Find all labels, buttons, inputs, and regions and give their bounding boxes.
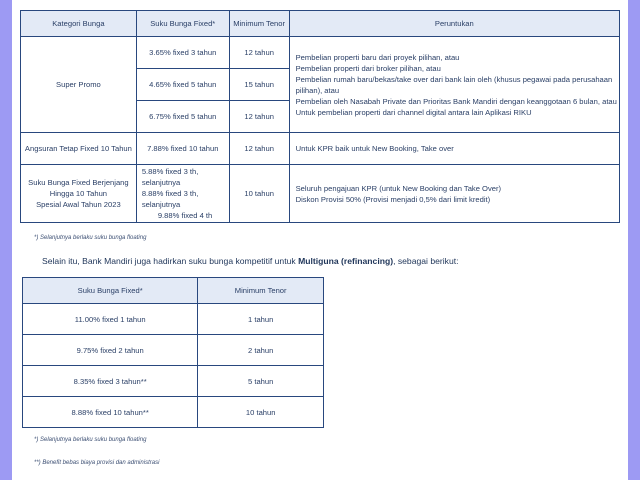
header-peruntukan: Peruntukan <box>289 11 619 37</box>
tenor-cell: 10 tahun <box>229 165 289 223</box>
tenor-cell: 2 tahun <box>198 335 324 366</box>
tenor-cell: 15 tahun <box>229 69 289 101</box>
rate-cell: 3.65% fixed 3 tahun <box>136 37 229 69</box>
intro-text-end: , sebagai berikut: <box>393 256 459 266</box>
purpose-line: Pembelian properti baru dari proyek pilihan, atau <box>295 52 460 62</box>
purpose-line: Diskon Provisi 50% (Provisi menjadi 0,5% dari limit kredit) <box>295 194 491 204</box>
footnote-benefit: **) Benefit bebas biaya provisi dan administrasi <box>34 460 160 466</box>
tenor-cell: 12 tahun <box>229 37 289 69</box>
rate-line: 9.88% fixed 4 th <box>157 211 213 220</box>
category-line: Suku Bunga Fixed Berjenjang <box>28 178 129 187</box>
rate-cell: 6.75% fixed 5 tahun <box>136 101 229 133</box>
category-super-promo: Super Promo <box>21 37 137 133</box>
tenor-cell: 12 tahun <box>229 101 289 133</box>
rate-cell <box>136 165 229 223</box>
table-row <box>21 165 620 223</box>
header-suku-bunga: Suku Bunga Fixed* <box>23 278 198 304</box>
header-kategori: Kategori Bunga <box>21 11 137 37</box>
header-minimum-tenor: Minimum Tenor <box>198 278 324 304</box>
purpose-line: Seluruh pengajuan KPR (untuk New Booking dan Take Over) <box>295 183 502 193</box>
table-row <box>23 304 324 335</box>
footnote-floating: *) Selanjutnya berlaku suku bunga floating <box>34 437 147 443</box>
tenor-cell: 5 tahun <box>198 366 324 397</box>
rate-cell: 8.35% fixed 3 tahun** <box>23 366 198 397</box>
category-berjenjang <box>21 165 137 223</box>
header-suku-bunga: Suku Bunga Fixed* <box>136 11 229 37</box>
purpose-line: Pembelian rumah baru/bekas/take over dari bank lain oleh (khusus pegawai pada perusahaan pilihan), atau <box>295 74 613 95</box>
rate-cell: 4.65% fixed 5 tahun <box>136 69 229 101</box>
rate-cell: 11.00% fixed 1 tahun <box>23 304 198 335</box>
category-line: Hingga 10 Tahun <box>49 189 108 198</box>
table-row <box>23 335 324 366</box>
purpose-cell <box>289 165 619 223</box>
table-row <box>23 366 324 397</box>
category-angsuran: Angsuran Tetap Fixed 10 Tahun <box>21 133 137 165</box>
purpose-cell: Untuk KPR baik untuk New Booking, Take over <box>289 133 619 165</box>
table-row <box>23 397 324 428</box>
tenor-cell: 10 tahun <box>198 397 324 428</box>
rate-cell: 9.75% fixed 2 tahun <box>23 335 198 366</box>
purpose-line: Untuk pembelian properti dari channel digital antara lain Aplikasi RIKU <box>295 107 532 117</box>
header-minimum-tenor: Minimum Tenor <box>229 11 289 37</box>
table-header-row <box>21 11 620 37</box>
purpose-line: Pembelian properti dari broker pilihan, atau <box>295 63 441 73</box>
tenor-cell: 12 tahun <box>229 133 289 165</box>
tenor-cell: 1 tahun <box>198 304 324 335</box>
intro-bold: Multiguna (refinancing) <box>298 256 394 266</box>
intro-text: Selain itu, Bank Mandiri juga hadirkan suku bunga kompetitif untuk <box>42 256 299 266</box>
multiguna-rate-table <box>22 277 324 428</box>
table-row <box>21 133 620 165</box>
purpose-line: Pembelian oleh Nasabah Private dan Prioritas Bank Mandiri dengan keanggotaan 6 bulan, atau <box>295 96 617 106</box>
rate-cell: 8.88% fixed 10 tahun** <box>23 397 198 428</box>
page <box>12 0 628 480</box>
rate-line: 5.88% fixed 3 th, selanjutnya <box>141 167 199 187</box>
purpose-cell <box>289 37 619 133</box>
table-header-row <box>23 278 324 304</box>
footnote-floating: *) Selanjutnya berlaku suku bunga floating <box>34 235 147 241</box>
rate-line: 8.88% fixed 3 th, selanjutnya <box>141 189 199 209</box>
table-row <box>21 37 620 69</box>
rate-cell: 7.88% fixed 10 tahun <box>136 133 229 165</box>
category-line: Spesial Awal Tahun 2023 <box>36 200 121 209</box>
kpr-rate-table <box>20 10 620 223</box>
multiguna-intro <box>42 256 459 266</box>
